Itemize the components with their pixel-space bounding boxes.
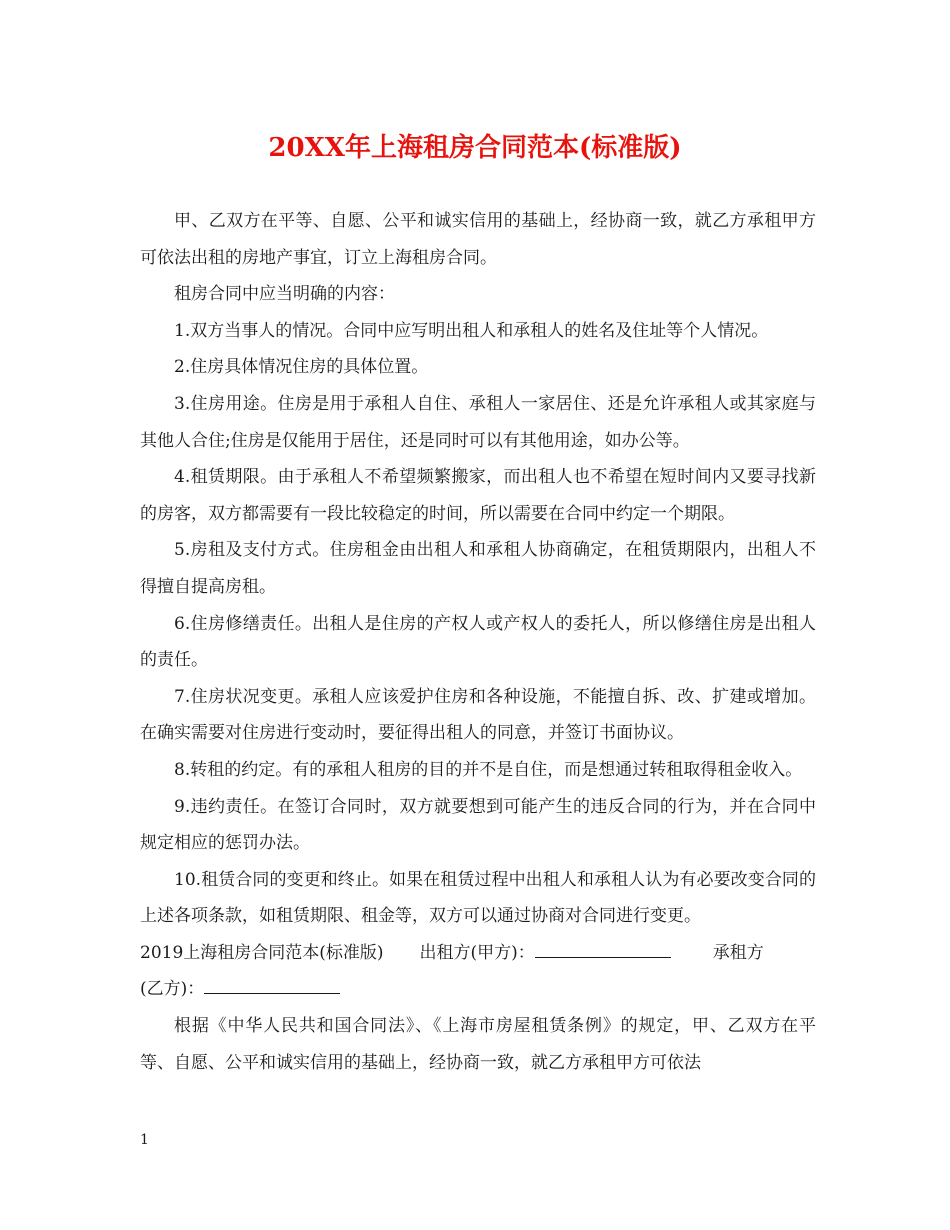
signature-heading: 2019上海租房合同范本(标准版): [140, 942, 384, 963]
paragraph-item-4: 4.租赁期限。由于承租人不希望频繁搬家，而出租人也不希望在短时间内又要寻找新的房客，双方都需要有一段比较稳定的时间，所以需要在合同中约定一个期限。: [140, 467, 816, 524]
paragraph-item-9: 9.违约责任。在签订合同时，双方就要想到可能产生的违反合同的行为，并在合同中规定相应的惩罚办法。: [140, 796, 816, 854]
paragraph-item-10: 10.租赁合同的变更和终止。如果在租赁过程中出租人和承租人认为有必要改变合同的上述各项条款，如租赁期限、租金等，双方可以通过协商对合同进行变更。: [140, 869, 816, 927]
paragraph-contents-heading: 租房合同中应当明确的内容：: [174, 284, 395, 305]
paragraph-item-3: 3.住房用途。住房是用于承租人自住、承租人一家居住、还是允许承租人或其家庭与其他人合住;住房是仅能用于居住，还是同时可以有其他用途，如办公等。: [140, 393, 816, 451]
paragraph-item-8: 8.转租的约定。有的承租人租房的目的并不是自住，而是想通过转租取得租金收入。: [174, 759, 803, 780]
paragraph-item-6: 6.住房修缮责任。出租人是住房的产权人或产权人的委托人，所以修缮住房是出租人的责任。: [140, 613, 816, 671]
document-title: 20XX年上海租房合同范本(标准版): [268, 133, 682, 163]
lessor-label: 出租方(甲方)：: [419, 942, 535, 963]
paragraph-intro: 甲、乙双方在平等、自愿、公平和诚实信用的基础上，经协商一致，就乙方承租甲方可依法出租的房地产事宜，订立上海租房合同。: [140, 211, 816, 268]
paragraph-closing: 根据《中华人民共和国合同法》、《上海市房屋租赁条例》的规定，甲、乙双方在平等、自愿、公平和诚实信用的基础上，经协商一致，就乙方承租甲方可依法: [140, 1016, 816, 1073]
lessee-label-b: (乙方)：: [140, 979, 205, 1000]
signature-block: [140, 935, 816, 1008]
page-number: 1: [140, 1132, 149, 1148]
document-body: [140, 203, 816, 1081]
lessee-label-a: 承租方: [712, 942, 764, 963]
paragraph-item-2: 2.住房具体情况住房的具体位置。: [174, 357, 429, 378]
lessor-signature-line: [535, 939, 671, 958]
paragraph-item-5: 5.房租及支付方式。住房租金由出租人和承租人协商确定，在租赁期限内，出租人不得擅自提高房租。: [140, 540, 816, 597]
paragraph-item-7: 7.住房状况变更。承租人应该爱护住房和各种设施，不能擅自拆、改、扩建或增加。在确实需要对住房进行变动时，要征得出租人的同意，并签订书面协议。: [140, 686, 816, 744]
lessee-signature-line: [204, 975, 340, 994]
paragraph-item-1: 1.双方当事人的情况。合同中应写明出租人和承租人的姓名及住址等个人情况。: [174, 320, 769, 341]
